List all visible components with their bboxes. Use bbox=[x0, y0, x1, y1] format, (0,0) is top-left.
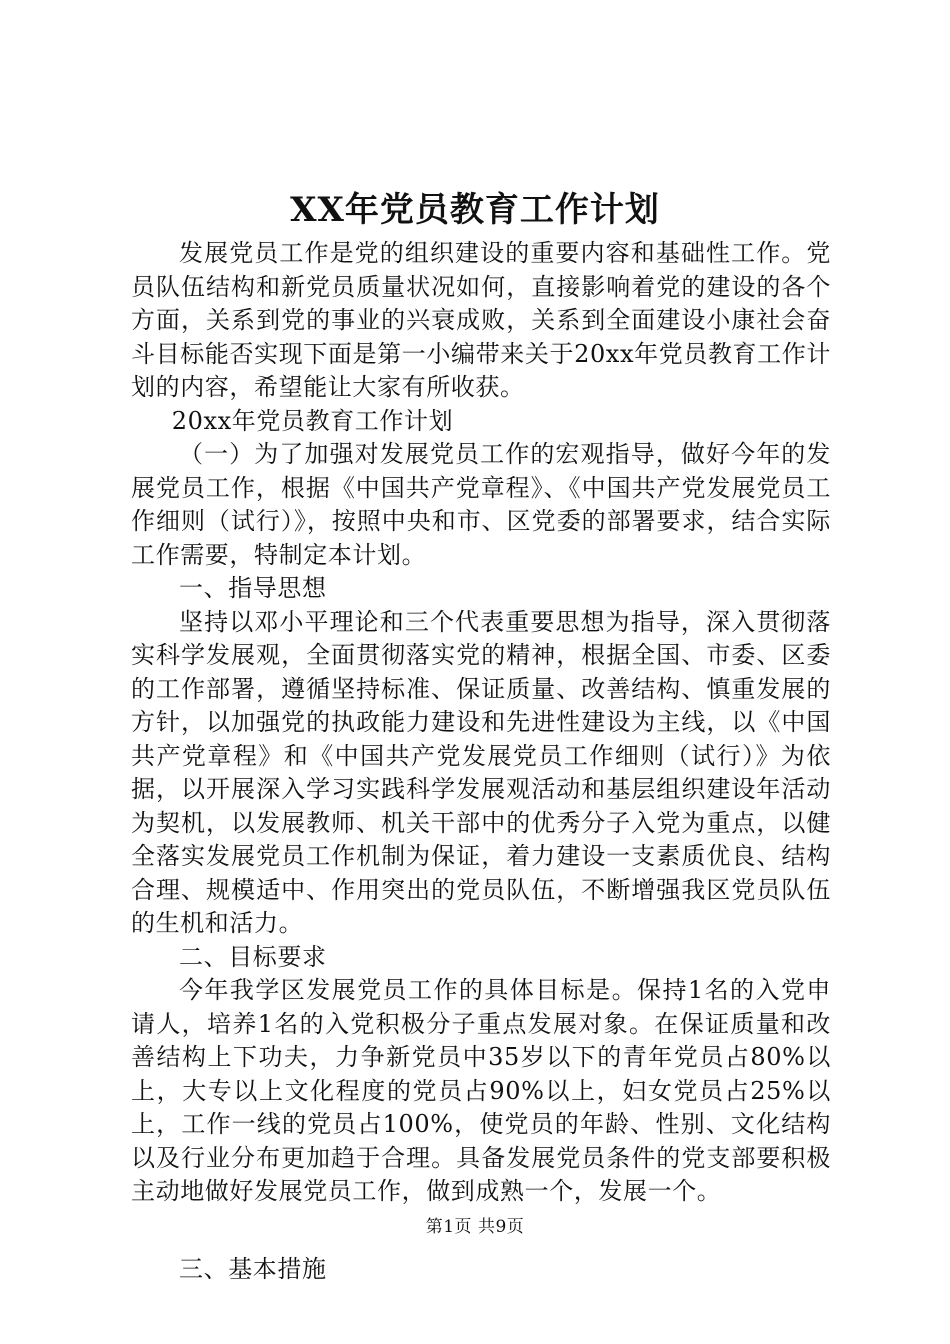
document-body bbox=[131, 237, 831, 1286]
purpose-paragraph: （一）为了加强对发展党员工作的宏观指导，做好今年的发展党员工作，根据《中国共产党章程》、《中国共产党发展党员工作细则（试行）》，按照中央和市、区党委的部署要求，结合实际工作需要，特制定本计划。 bbox=[131, 440, 831, 569]
document-title: XX年党员教育工作计划 bbox=[290, 190, 660, 230]
guiding-ideology-paragraph: 坚持以邓小平理论和三个代表重要思想为指导，深入贯彻落实科学发展观，全面贯彻落实党的精神，根据全国、市委、区委的工作部署，遵循坚持标准、保证质量、改善结构、慎重发展的方针，以加强党的执政能力建设和先进性建设为主线，以《中国共产党章程》和《中国共产党发展党员工作细则（试行）》为依据，以开展深入学习实践科学发展观活动和基层组织建设年活动为契机，以发展教师、机关干部中的优秀分子入党为重点，以健全落实发展党员工作机制为保证，着力建设一支素质优良、结构合理、规模适中、作用突出的党员队伍，不断增强我区党员队伍的生机和活力。 bbox=[131, 607, 831, 937]
subtitle-line: 20xx年党员教育工作计划 bbox=[171, 406, 454, 435]
intro-paragraph: 发展党员工作是党的组织建设的重要内容和基础性工作。党员队伍结构和新党员质量状况如何，直接影响着党的建设的各个方面，关系到党的事业的兴衰成败，关系到全面建设小康社会奋斗目标能否实现下面是第一小编带来关于20xx年党员教育工作计划的内容，希望能让大家有所收获。 bbox=[131, 239, 831, 401]
section-heading-measures: 三、基本措施 bbox=[179, 1254, 327, 1283]
section-heading-goals: 二、目标要求 bbox=[179, 942, 327, 971]
page-number-footer: 第1页 共9页 bbox=[425, 1217, 525, 1237]
goals-paragraph: 今年我学区发展党员工作的具体目标是。保持1名的入党申请人，培养1名的入党积极分子重点发展对象。在保证质量和改善结构上下功夫，力争新党员中35岁以下的青年党员占80%以上，大专以上文化程度的党员占90%以上，妇女党员占25%以上，工作一线的党员占100%，使党员的年龄、性别、文化结构以及行业分布更加趋于合理。具备发展党员条件的党支部要积极主动地做好发展党员工作，做到成熟一个，发展一个。 bbox=[131, 976, 831, 1205]
section-heading-guiding-ideology: 一、指导思想 bbox=[179, 574, 327, 602]
